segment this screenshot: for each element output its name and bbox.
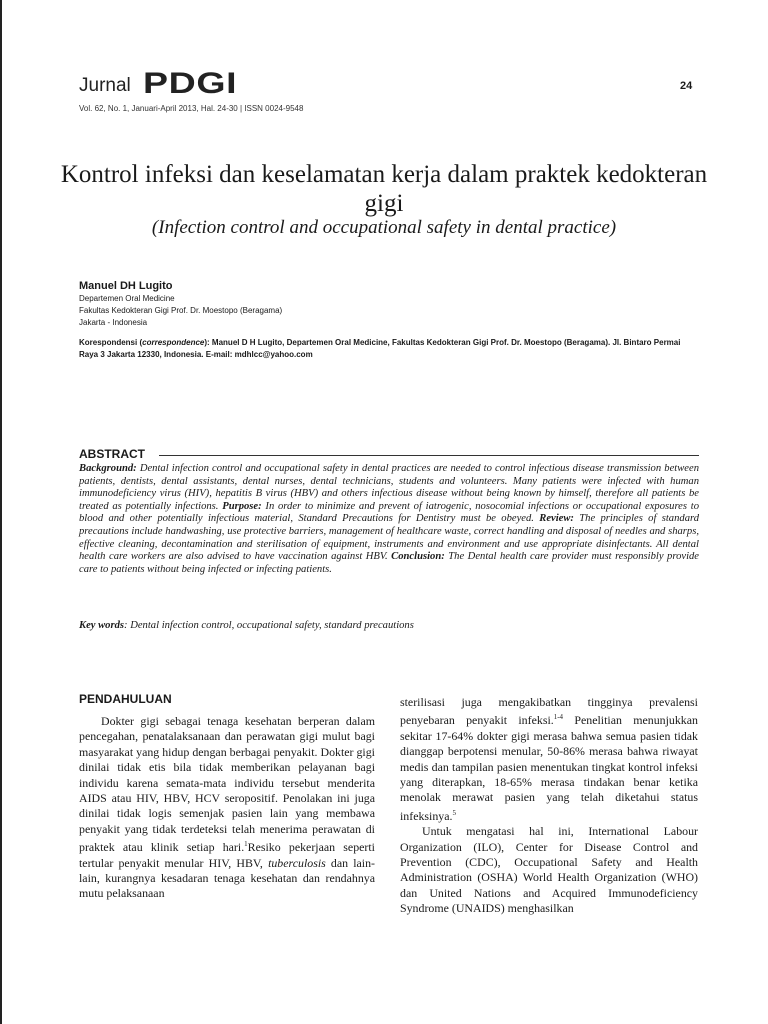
page-number: 24 [680, 80, 693, 92]
journal-meta: Vol. 62, No. 1, Januari-April 2013, Hal. 24-30 | ISSN 0024-9548 [79, 104, 304, 113]
paragraph-italic: tuberculosis [268, 855, 326, 870]
paragraph-text: Resiko pekerjaan seperti tertular penyakit menular HIV, HBV, [79, 840, 375, 870]
paragraph-text: sterilisasi juga mengakibatkan tingginya prevalensi penyebaran penyakit infeksi. [400, 695, 698, 728]
paragraph-text: Penelitian menunjukkan sekitar 17-64% dokter gigi merasa bahwa semua pasien tidak dianggap berpotensi menular, 50-86% merasa bahwa riwayat medis dan tampilan pasien menentukan tingkat kontrol infeksi yang diterapkan, 18-65% merasa tindakan benar ketika menolak merawat pasien yang telah diketahui status infeksinya. [400, 713, 698, 823]
section-heading: PENDAHULUAN [79, 692, 172, 706]
abstract-conclusion-label: Conclusion: [391, 551, 445, 563]
keywords-text: : Dental infection control, occupational safety, standard precautions [124, 620, 414, 631]
journal-name-word: Jurnal [79, 75, 131, 96]
journal-brand-logo: PDGI [143, 67, 238, 100]
paragraph-text: Untuk mengatasi hal ini, International Labour Organization (ILO), Center for Disease Control and Prevention (CDC), Occupational Safety and Health Administration (OSHA) World Health Organization (WHO) dan United Nations and Acquired Immunodeficiency Syndrome (UNAIDS) menghasilkan [400, 824, 698, 916]
abstract-heading: ABSTRACT [79, 447, 145, 461]
citation: 1 [244, 840, 248, 849]
abstract-background-label: Background: [79, 463, 137, 474]
body-paragraph [400, 695, 698, 824]
affiliation-line: Fakultas Kedokteran Gigi Prof. Dr. Moestopo (Beragama) [79, 306, 283, 315]
body-paragraph [79, 714, 375, 902]
abstract-background-text: Dental infection control and occupational safety in dental practices are needed to control infectious disease transmission between patients, dentists, dental assistants, dental nurses, dental technicians, students and volunteers. Many patients were infected with human immunodeficiency virus (HIV), hepatitis B virus (HBV) and others infectious disease without being known by himself, therefore all patients be treated as potentially infections. [79, 463, 699, 512]
correspondence-prefix: Korespondensi ( [79, 338, 143, 347]
paragraph-text: Dokter gigi sebagai tenaga kesehatan berperan dalam pencegahan, penatalaksanaan dan perawatan gigi mulut bagi masyarakat yang hidup dengan berbagai penyakit. Dokter gigi dinilai tidak etis bila tidak memberikan pelayanan bagi individu karena semata-mata individu tersebut menderita AIDS atau HIV, HBV, HCV seropositif. Penolakan ini juga dinilai tidak logis semenjak pasien lain yang membawa penyakit yang tidak terdeteksi telah menerima perawatan di praktek atau klinik setiap hari. [79, 714, 375, 855]
affiliation-line: Departemen Oral Medicine [79, 294, 175, 303]
citation: 1-4 [553, 713, 564, 722]
abstract-divider [159, 455, 699, 456]
correspondence [79, 337, 699, 361]
correspondence-text: ): Manuel D H Lugito, Departemen Oral Medicine, Fakultas Kedokteran Gigi Prof. Dr. Moestopo (Beragama). Jl. Bintaro Permai Raya 3 Jakarta 12330, Indonesia. E-mail: mdhlcc@yahoo.com [79, 338, 681, 359]
article-title-english: (Infection control and occupational safety in dental practice) [151, 217, 617, 238]
body-column-right [400, 695, 698, 917]
article-title: Kontrol infeksi dan keselamatan kerja dalam praktek kedokteran gigi [60, 161, 708, 217]
keywords [79, 620, 699, 631]
abstract-review-text: The principles of standard precautions include handwashing, use protective barriers, management of healthcare waste, correct handling and disposal of needles and sharps, effective cleaning, decontamination and sterilisation of equipment, instruments and environment and use appropriate disinfectants. All dental health care workers are also advised to have vaccination against HBV. [79, 513, 700, 563]
page-edge-line [0, 0, 2, 1024]
abstract-review-label: Review: [539, 513, 574, 525]
abstract-body [79, 463, 699, 576]
author-name: Manuel DH Lugito [79, 280, 173, 292]
citation: 5 [452, 808, 457, 817]
body-paragraph [400, 824, 698, 916]
abstract-purpose-label: Purpose: [222, 500, 262, 512]
abstract-purpose-text: In order to minimize and prevent of iatrogenic, nosocomial infections or occupational exposures to blood and other potentially infectious material, Standard Precautions for Dentistry must be obeyed. [79, 500, 700, 525]
body-column-left [79, 714, 375, 902]
correspondence-word: correspondence [142, 338, 205, 347]
abstract-conclusion-text: The Dental health care provider must responsibly provide care to patients without being infected or infecting patients. [79, 551, 700, 575]
affiliation-line: Jakarta - Indonesia [79, 318, 148, 327]
keywords-label: Key words [79, 620, 125, 631]
paragraph-text: dan lain-lain, kurangnya kesadaran tenaga kesehatan dan rendahnya mutu pelaksanaan [79, 855, 376, 901]
